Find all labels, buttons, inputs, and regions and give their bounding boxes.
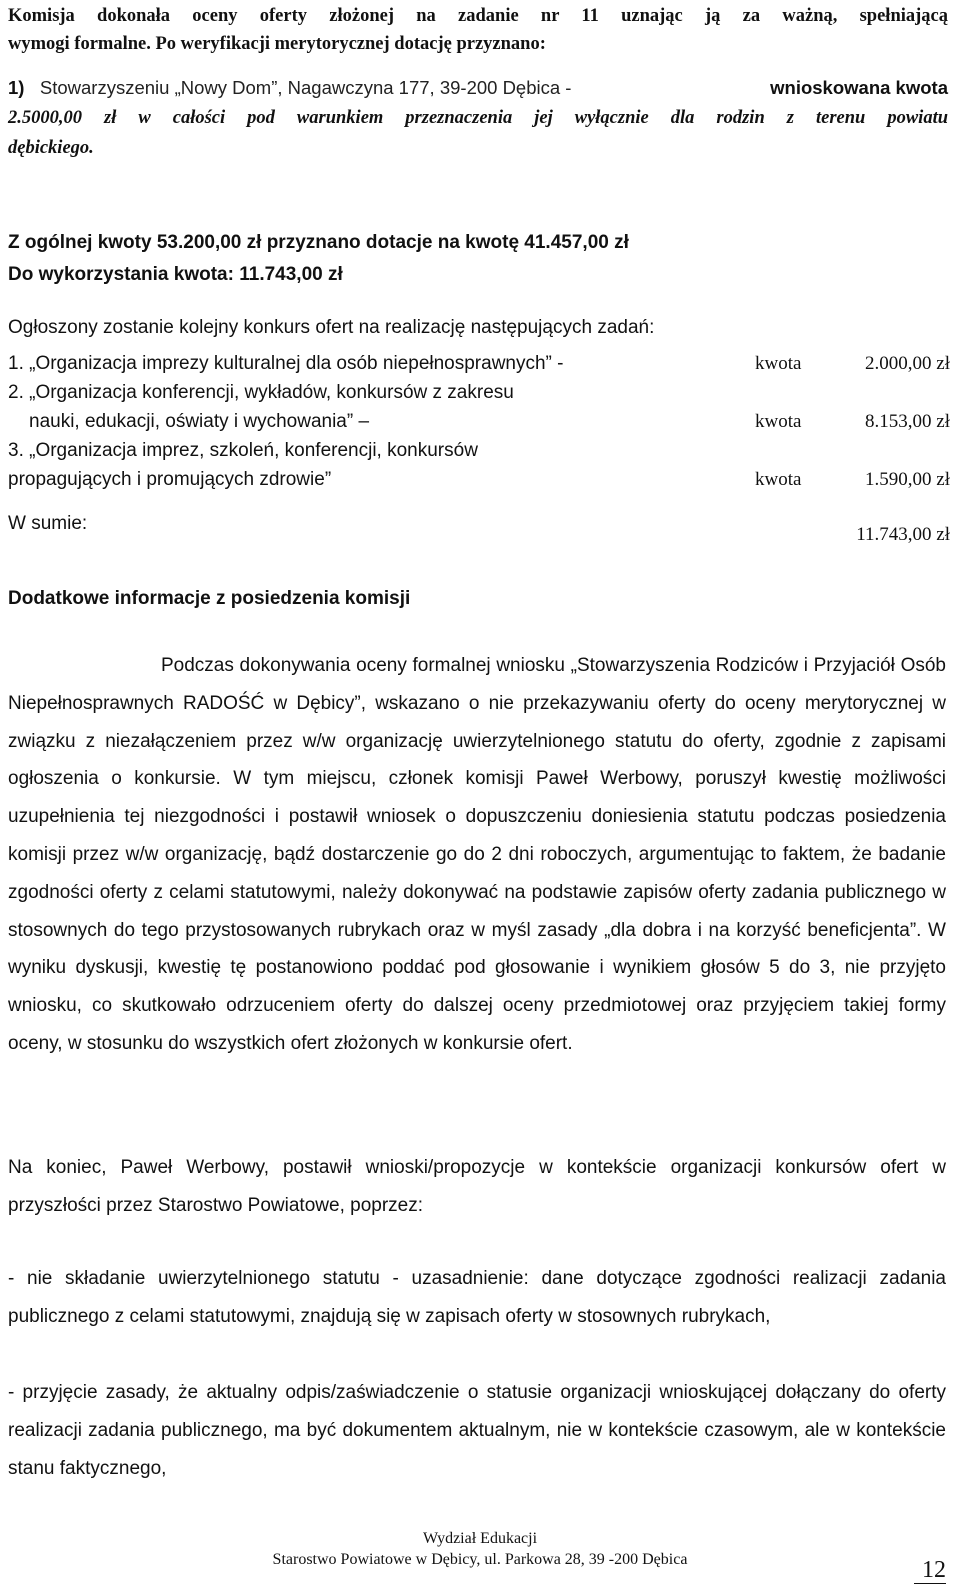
paragraph-4: - przyjęcie zasady, że aktualny odpis/zaświadczenie o statusie organizacji wnioskującej dołączany do oferty realizacji zadania publicznego, ma być dokumentem aktualnym, nie w kontekście czasowym, ale w kontekście stanu faktycznego,: [8, 1382, 946, 1479]
task-row-cont: [8, 407, 950, 436]
task-title-cont: nauki, edukacji, oświaty i wychowania” –: [29, 411, 370, 432]
task-row-cont: [8, 465, 950, 494]
footer-address: Starostwo Powiatowe w Dębicy, ul. Parkowa 28, 39 -200 Dębica: [272, 1551, 688, 1568]
task-title: 2. „Organizacja konferencji, wykładów, konkursów z zakresu: [8, 382, 514, 403]
task-kwota-label: kwota: [755, 469, 802, 490]
task-amount: 8.153,00 zł: [865, 411, 950, 432]
paragraph-2: Na koniec, Paweł Werbowy, postawił wnioski/propozycje w kontekście organizacji konkursów ofert w przyszłości przez Starostwo Powiatowe, poprzez:: [8, 1157, 946, 1216]
page-footer: [0, 1528, 960, 1570]
summary-total: Z ogólnej kwoty 53.200,00 zł przyznano dotacje na kwotę 41.457,00 zł: [8, 232, 629, 253]
task-title: 3. „Organizacja imprez, szkoleń, konferencji, konkursów: [8, 440, 478, 461]
grant-requested-label: wnioskowana kwota: [770, 77, 948, 98]
paragraph-3: - nie składanie uwierzytelnionego statutu - uzasadnienie: dane dotyczące zgodności realizacji zadania publicznego z celami statutowymi, znajdują się w zapisach oferty w stosownych rubrykach,: [8, 1268, 946, 1327]
sum-amount: 11.743,00 zł: [856, 524, 950, 545]
task-row: [8, 436, 950, 465]
task-kwota-label: kwota: [755, 411, 802, 432]
grant-item: [8, 73, 948, 163]
section-heading: Dodatkowe informacje z posiedzenia komisji: [8, 588, 411, 609]
task-amount: 1.590,00 zł: [865, 469, 950, 490]
intro-line-1: Komisja dokonała oceny oferty złożonej na zadanie nr 11 uznając ją za ważną, spełniającą: [8, 6, 948, 26]
footer-department: Wydział Edukacji: [422, 1530, 538, 1547]
page-number: 12: [922, 1557, 946, 1583]
paragraph-1: Podczas dokonywania oceny formalnej wniosku „Stowarzyszenia Rodziców i Przyjaciół Osób Niepełnosprawnych RADOŚĆ w Dębicy”, wskazano o nie przekazywaniu oferty do oceny merytorycznej w związku z niezałączeniem przez w/w organizację uwierzytelnionego statutu do oferty, zgodnie z zapisami ogłoszenia o konkursie. W tym miejscu, członek komisji Paweł Werbowy, poruszył kwestię możliwości uzupełnienia tej niezgodności i postawił wniosek o dopuszczeniu doniesienia statutu podczas posiedzenia komisji przez w/w organizację, bądź dostarczenie go do 2 dni roboczych, argumentując to faktem, że badanie zgodności oferty z celami statutowymi, należy dokonywać na podstawie zapisów oferty zadania publicznego w stosownych do tego przystosowanych rubrykach oraz w myśl zasady „dla dobra i na korzyść beneficjenta”. W wyniku dyskusji, kwestię tę postanowiono poddać pod głosowanie i wynikiem głosów 5 do 3, nie przyjęto wniosku, co skutkowało odrzuceniem oferty do dalszej oceny przedmiotowej oraz przyjęciem takiej formy oceny, w stosunku do wszystkich ofert złożonych w konkursie ofert.: [8, 655, 946, 1054]
task-title-cont: propagujących i promujących zdrowie”: [8, 469, 332, 490]
announcement: Ogłoszony zostanie kolejny konkurs ofert na realizację następujących zadań:: [8, 317, 655, 338]
grant-condition: 2.5000,00 zł w całości pod warunkiem przeznaczenia jej wyłącznie dla rodzin z terenu powiatu: [8, 108, 948, 128]
sum-label: W sumie:: [8, 513, 88, 534]
sum-row: [8, 509, 950, 545]
summary-remaining: Do wykorzystania kwota: 11.743,00 zł: [8, 264, 343, 285]
task-list: [8, 349, 950, 545]
grant-line-1: [8, 73, 948, 103]
task-row: [8, 349, 950, 378]
grant-condition-end: dębickiego.: [8, 138, 94, 158]
task-row: [8, 378, 950, 407]
intro-line-2: wymogi formalne. Po weryfikacji merytorycznej dotację przyznano:: [8, 34, 546, 54]
task-title: 1. „Organizacja imprezy kulturalnej dla osób niepełnosprawnych” -: [8, 353, 564, 374]
grant-recipient: Stowarzyszeniu „Nowy Dom”, Nagawczyna 177, 39-200 Dębica -: [39, 77, 572, 98]
task-kwota-label: kwota: [755, 353, 802, 374]
intro-paragraph: [8, 2, 948, 58]
page-number-underline: [914, 1583, 946, 1584]
summary-block: [8, 227, 629, 291]
grant-number: 1): [8, 77, 25, 98]
task-amount: 2.000,00 zł: [865, 353, 950, 374]
